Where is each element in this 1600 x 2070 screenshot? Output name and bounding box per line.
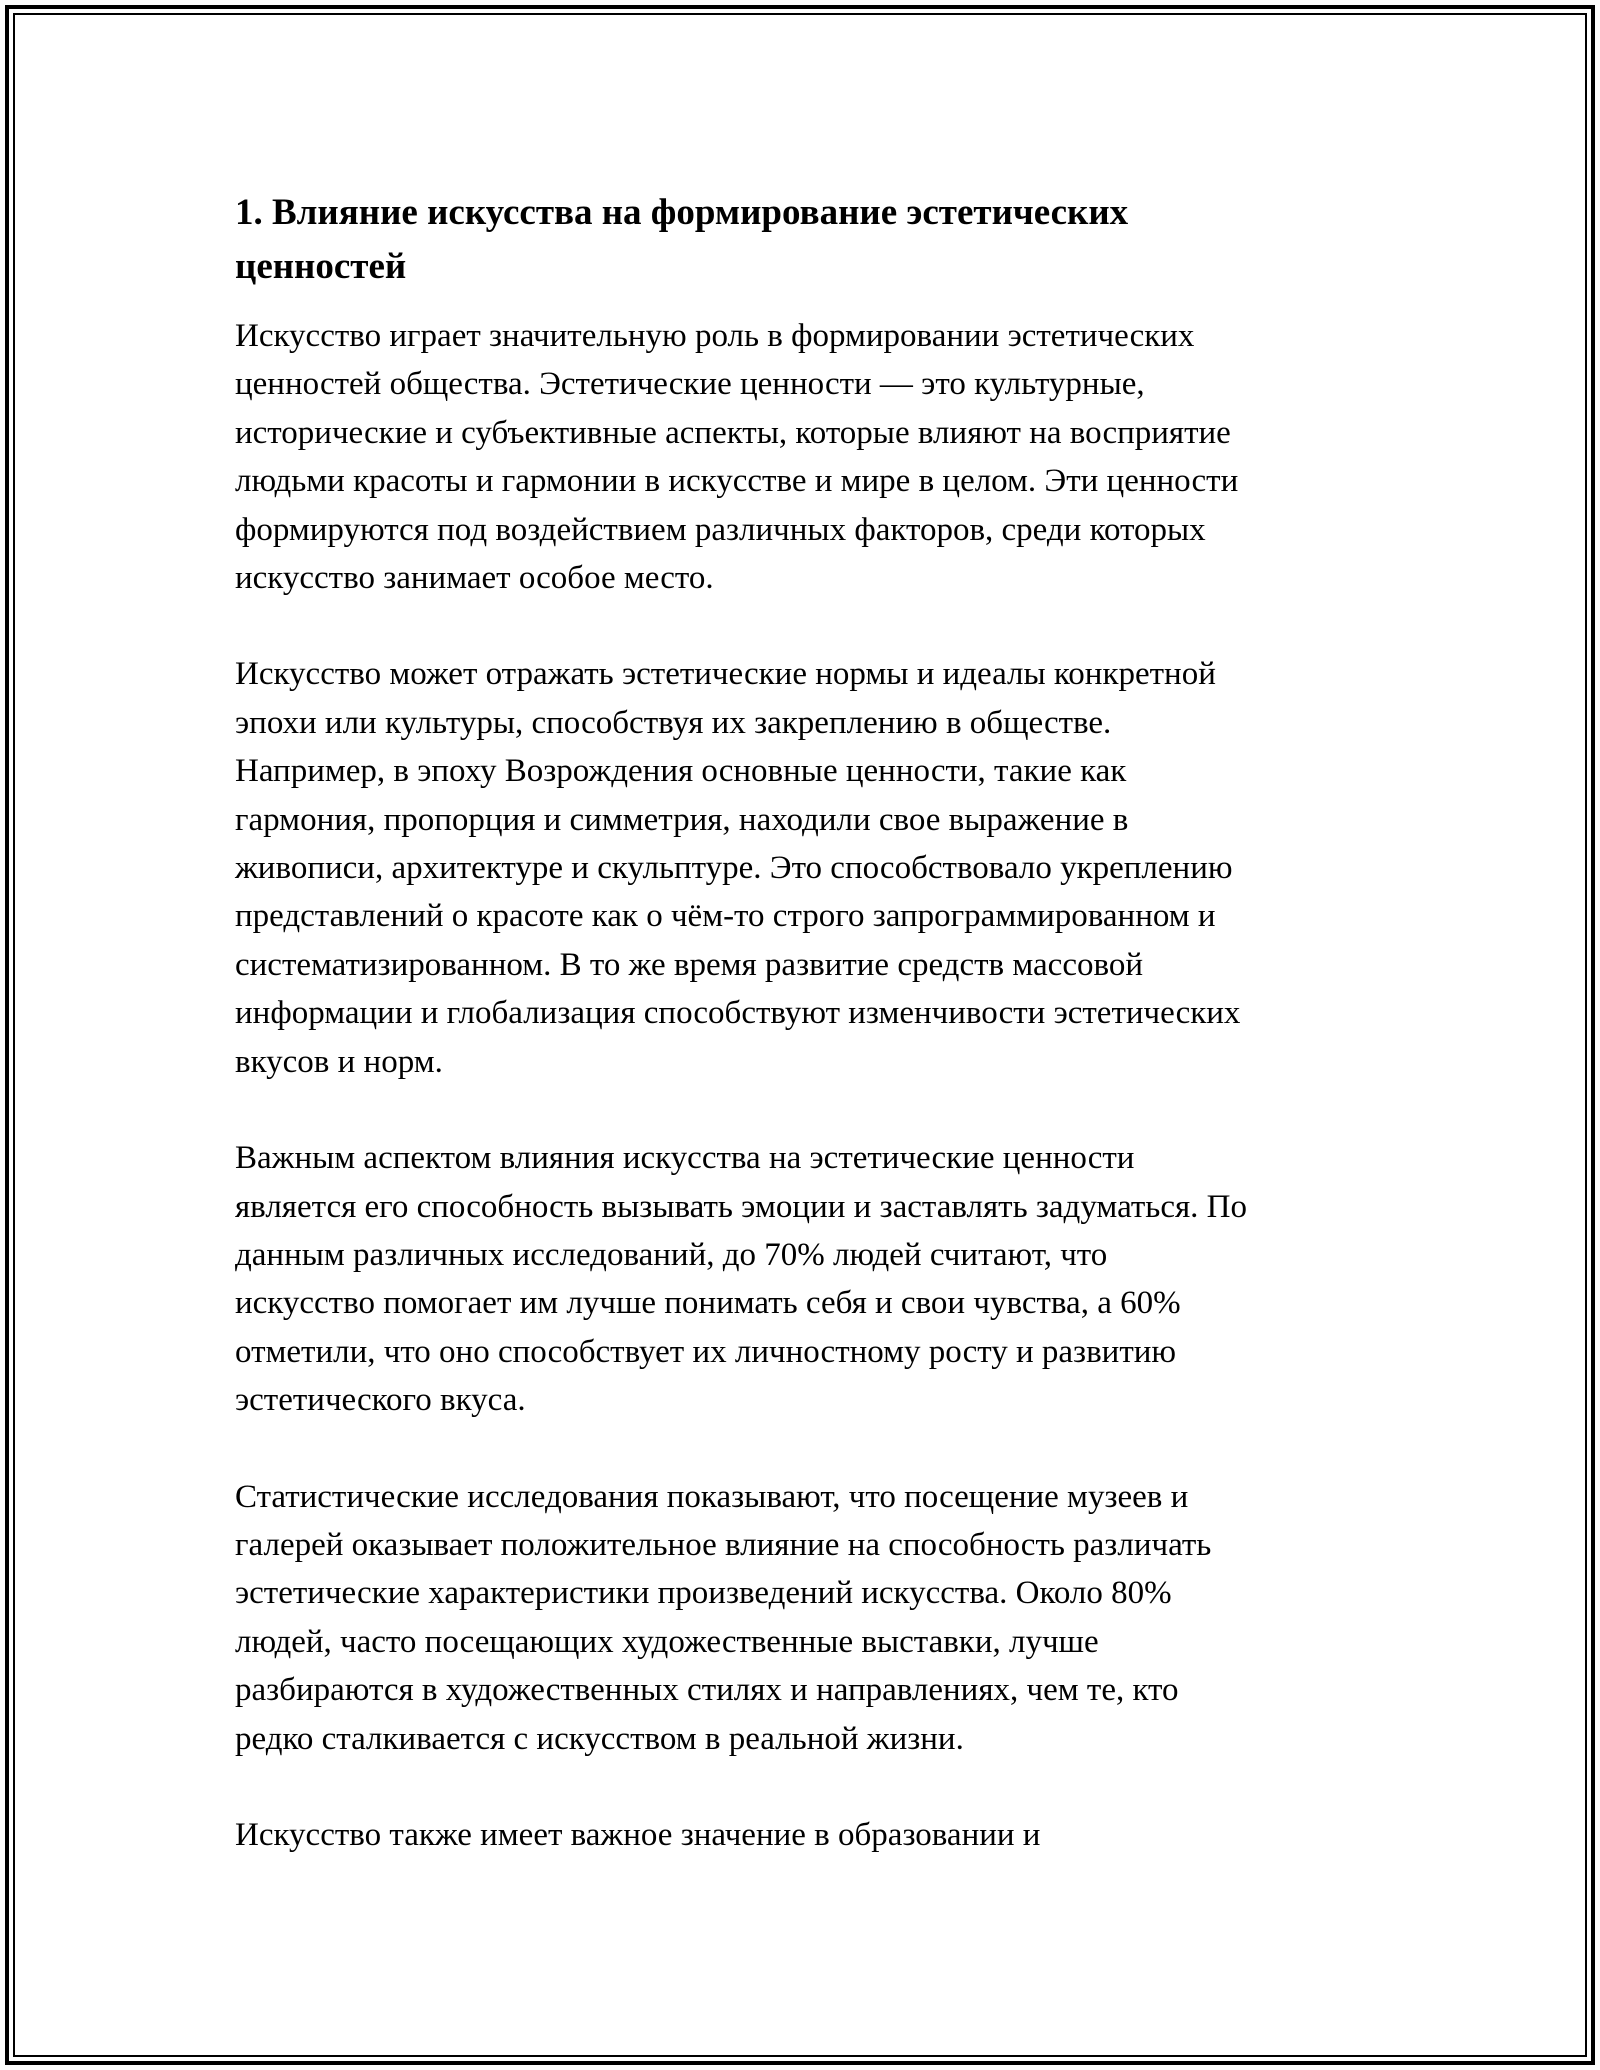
title-line: ценностей	[235, 246, 407, 287]
text-line: галерей оказывает положительное влияние на способность различать	[235, 1526, 1212, 1563]
text-line: систематизированном. В то же время развитие средств массовой	[235, 946, 1143, 983]
text-line: Искусство может отражать эстетические нормы и идеалы конкретной	[235, 656, 1216, 693]
text-line: представлений о красоте как о чём-то строго запрограммированном и	[235, 898, 1216, 935]
text-line: Важным аспектом влияния искусства на эстетические ценности	[235, 1140, 1135, 1177]
paragraph-4	[235, 1473, 1385, 1763]
text-line: информации и глобализация способствуют изменчивости эстетических	[235, 995, 1241, 1032]
text-line: данным различных исследований, до 70% людей считают, что	[235, 1236, 1108, 1273]
section-title	[235, 186, 1385, 294]
text-line: Например, в эпоху Возрождения основные ценности, такие как	[235, 753, 1127, 790]
title-line: 1. Влияние искусства на формирование эстетических	[235, 192, 1129, 233]
text-line: эстетического вкуса.	[235, 1382, 526, 1419]
text-line: живописи, архитектуре и скульптуре. Это способствовало укреплению	[235, 850, 1233, 887]
text-line: является его способность вызывать эмоции и заставлять задуматься. По	[235, 1188, 1247, 1225]
text-line: ценностей общества. Эстетические ценности — это культурные,	[235, 366, 1145, 403]
paragraph-2	[235, 650, 1385, 1086]
text-line: формируются под воздействием различных факторов, среди которых	[235, 511, 1206, 548]
paragraph-1	[235, 312, 1385, 602]
text-line: Статистические исследования показывают, что посещение музеев и	[235, 1478, 1189, 1515]
text-line: эпохи или культуры, способствуя их закреплению в обществе.	[235, 704, 1112, 741]
text-line: искусство помогает им лучше понимать себя и свои чувства, а 60%	[235, 1285, 1181, 1322]
paragraph-3	[235, 1134, 1385, 1424]
text-line: искусство занимает особое место.	[235, 560, 714, 597]
text-line: Искусство также имеет важное значение в образовании и	[235, 1816, 1041, 1853]
text-line: разбираются в художественных стилях и направлениях, чем те, кто	[235, 1672, 1179, 1709]
document-body	[235, 186, 1385, 1907]
text-line: эстетические характеристики произведений искусства. Около 80%	[235, 1575, 1172, 1612]
text-line: людьми красоты и гармонии в искусстве и мире в целом. Эти ценности	[235, 463, 1239, 500]
text-line: вкусов и норм.	[235, 1043, 443, 1080]
paragraph-5	[235, 1811, 1385, 1859]
text-line: людей, часто посещающих художественные выставки, лучше	[235, 1623, 1099, 1660]
text-line: Искусство играет значительную роль в формировании эстетических	[235, 318, 1195, 354]
text-line: отметили, что оно способствует их личностному росту и развитию	[235, 1333, 1177, 1370]
text-line: исторические и субъективные аспекты, которые влияют на восприятие	[235, 414, 1231, 451]
text-line: гармония, пропорция и симметрия, находили свое выражение в	[235, 801, 1129, 838]
text-line: редко сталкивается с искусством в реальной жизни.	[235, 1720, 964, 1757]
